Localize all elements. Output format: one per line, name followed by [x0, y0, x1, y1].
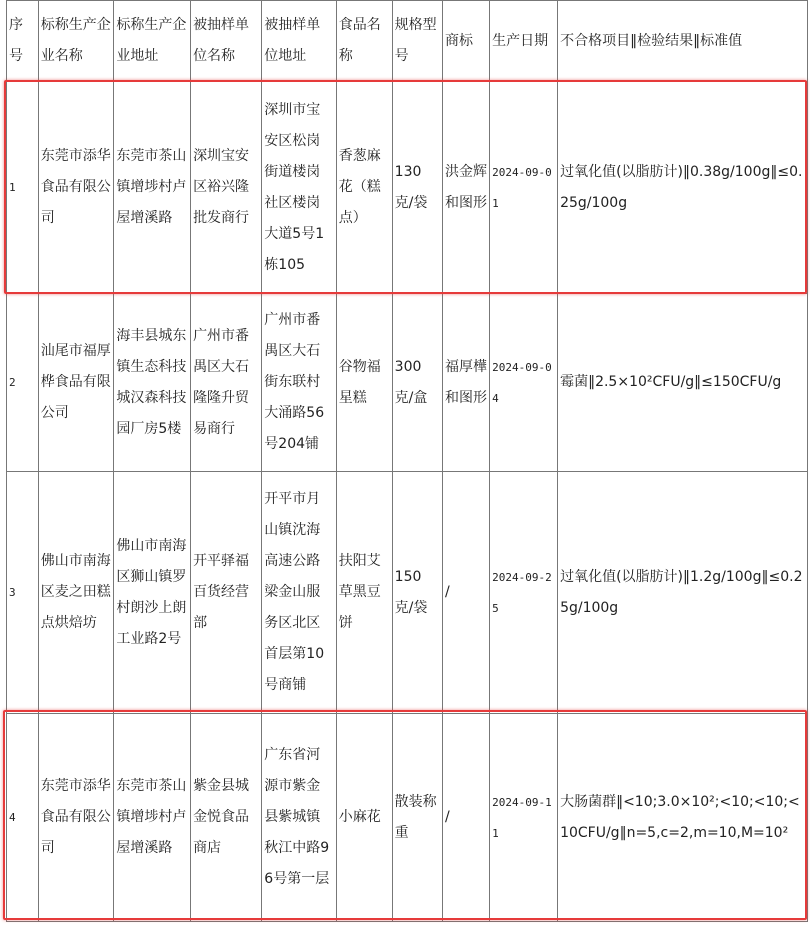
cell-food-name: 谷物福星糕: [336, 294, 392, 472]
cell-date: 2024-09-04: [490, 294, 558, 472]
cell-date: 2024-09-25: [490, 472, 558, 714]
cell-sampled-name: 深圳宝安区裕兴隆批发商行: [191, 82, 262, 294]
cell-company-address: 佛山市南海区狮山镇罗村朗沙上朗工业路2号: [114, 472, 191, 714]
cell-date: 2024-09-11: [490, 714, 558, 922]
cell-no: 2: [7, 294, 39, 472]
header-company-address: 标称生产企业地址: [114, 1, 191, 82]
cell-brand: 福厚樺和图形: [443, 294, 490, 472]
cell-no: 3: [7, 472, 39, 714]
cell-company: 汕尾市福厚桦食品有限公司: [38, 294, 114, 472]
cell-food-name: 香葱麻花（糕点）: [336, 82, 392, 294]
table-row: [7, 472, 808, 714]
cell-sampled-name: 开平驿福百货经营部: [191, 472, 262, 714]
unqualified-food-table: [6, 0, 808, 922]
cell-spec: 130克/袋: [392, 82, 442, 294]
cell-result: 霉菌‖2.5×10²CFU/g‖≤150CFU/g: [558, 294, 808, 472]
cell-company: 东莞市添华食品有限公司: [38, 82, 114, 294]
cell-brand: 洪金辉和图形: [443, 82, 490, 294]
cell-sampled-address: 开平市月山镇沈海高速公路梁金山服务区北区首层第10号商铺: [262, 472, 337, 714]
cell-company-address: 东莞市茶山镇增埗村卢屋增溪路: [114, 82, 191, 294]
cell-brand: /: [443, 472, 490, 714]
table-row: [7, 294, 808, 472]
table-row: [7, 714, 808, 922]
cell-food-name: 扶阳艾草黑豆饼: [336, 472, 392, 714]
cell-date: 2024-09-01: [490, 82, 558, 294]
header-result: 不合格项目‖检验结果‖标准值: [558, 1, 808, 82]
header-sampled-name: 被抽样单位名称: [191, 1, 262, 82]
cell-sampled-address: 广东省河源市紫金县紫城镇秋江中路96号第一层: [262, 714, 337, 922]
cell-sampled-name: 广州市番禺区大石隆隆升贸易商行: [191, 294, 262, 472]
cell-sampled-address: 深圳市宝安区松岗街道楼岗社区楼岗大道5号1栋105: [262, 82, 337, 294]
cell-spec: 150克/袋: [392, 472, 442, 714]
table-row: [7, 82, 808, 294]
cell-company-address: 东莞市茶山镇增埗村卢屋增溪路: [114, 714, 191, 922]
cell-no: 4: [7, 714, 39, 922]
header-no: 序号: [7, 1, 39, 82]
cell-company: 佛山市南海区麦之田糕点烘焙坊: [38, 472, 114, 714]
header-food-name: 食品名称: [336, 1, 392, 82]
cell-sampled-address: 广州市番禺区大石街东联村大涌路56号204铺: [262, 294, 337, 472]
header-brand: 商标: [443, 1, 490, 82]
cell-sampled-name: 紫金县城金悦食品商店: [191, 714, 262, 922]
cell-company-address: 海丰县城东镇生态科技城汉森科技园厂房5楼: [114, 294, 191, 472]
header-spec: 规格型号: [392, 1, 442, 82]
cell-spec: 散装称重: [392, 714, 442, 922]
header-company: 标称生产企业名称: [38, 1, 114, 82]
header-sampled-address: 被抽样单位地址: [262, 1, 337, 82]
cell-spec: 300克/盒: [392, 294, 442, 472]
cell-food-name: 小麻花: [336, 714, 392, 922]
header-row: [7, 1, 808, 82]
cell-brand: /: [443, 714, 490, 922]
cell-company: 东莞市添华食品有限公司: [38, 714, 114, 922]
cell-no: 1: [7, 82, 39, 294]
cell-result: 过氧化值(以脂肪计)‖0.38g/100g‖≤0.25g/100g: [558, 82, 808, 294]
header-date: 生产日期: [490, 1, 558, 82]
cell-result: 过氧化值(以脂肪计)‖1.2g/100g‖≤0.25g/100g: [558, 472, 808, 714]
cell-result: 大肠菌群‖<10;3.0×10²;<10;<10;<10CFU/g‖n=5,c=2,m=10,M=10²: [558, 714, 808, 922]
